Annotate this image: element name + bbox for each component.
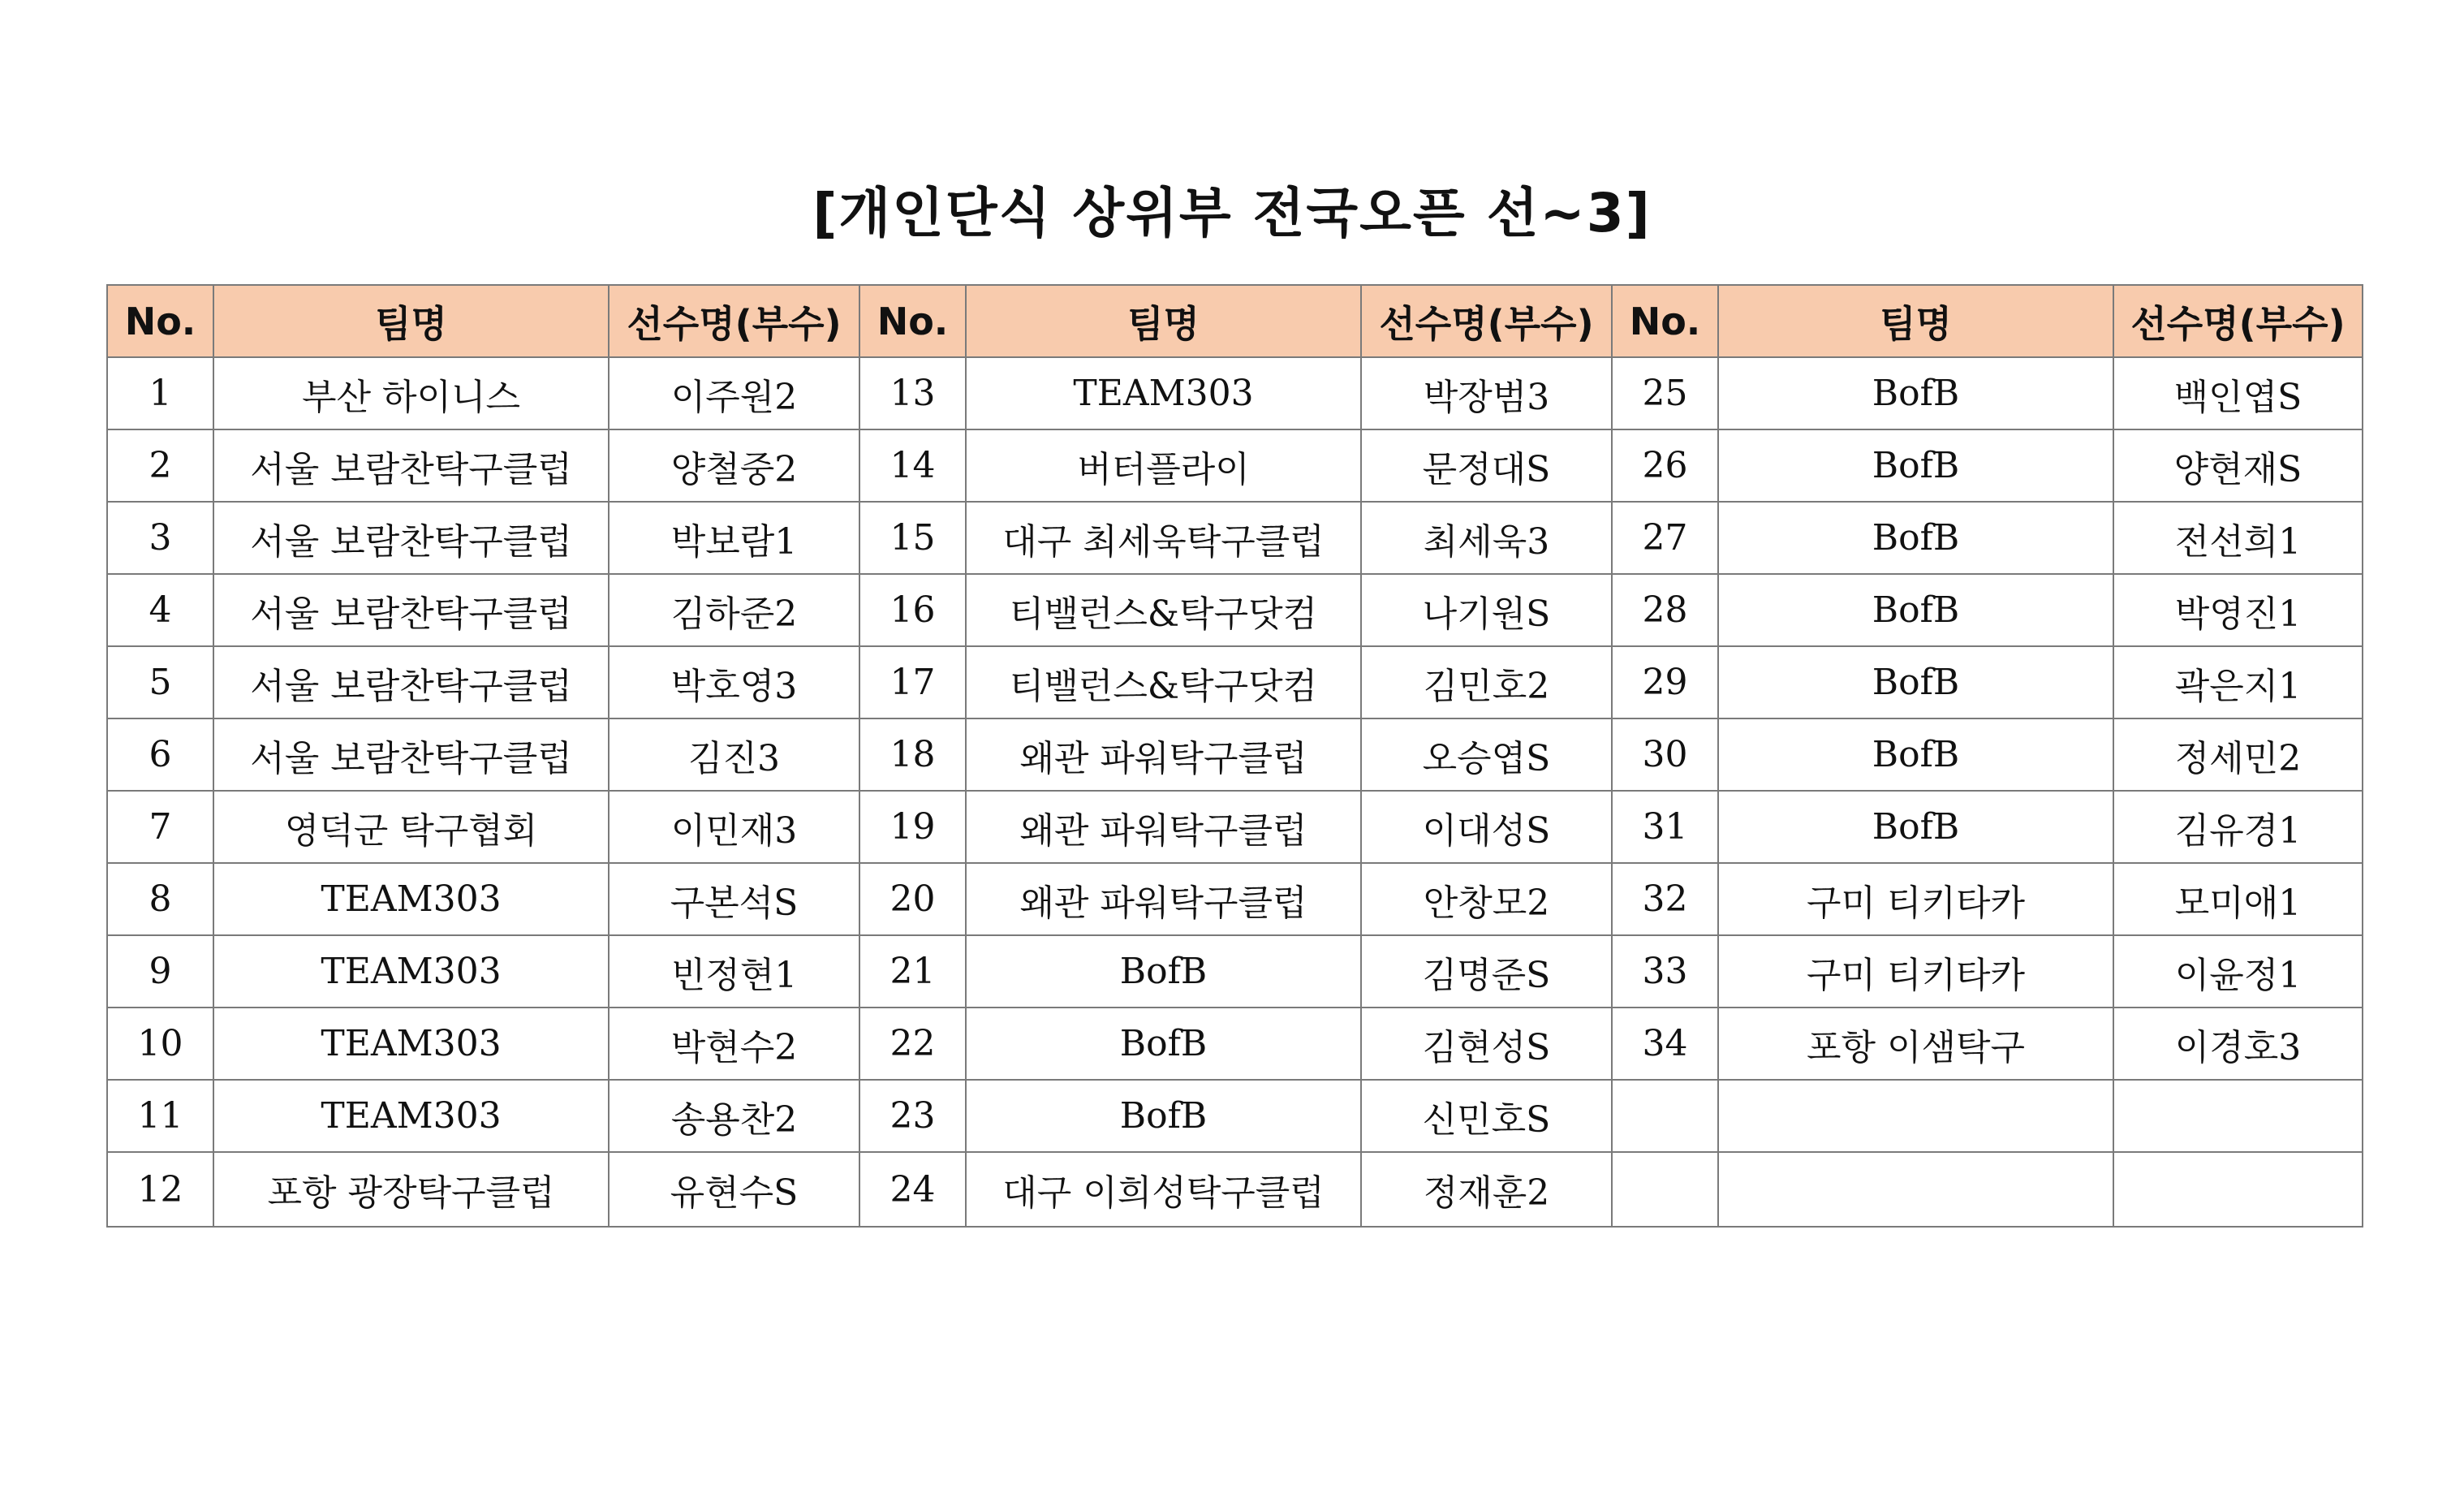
table-cell-no: 30: [1612, 718, 1718, 791]
table-cell-no: 23: [859, 1080, 966, 1152]
column-header-team-3: 팀명: [1718, 285, 2113, 357]
table-cell-team: 서울 보람찬탁구클럽: [213, 574, 609, 646]
table-cell-team: 왜관 파워탁구클럽: [966, 791, 1361, 863]
table-cell-player: 문정대S: [1361, 429, 1612, 502]
table-cell-team: BofB: [1718, 357, 2113, 429]
table-cell-team: 왜관 파워탁구클럽: [966, 863, 1361, 935]
table-cell-no: 22: [859, 1008, 966, 1080]
column-header-no-2: No.: [859, 285, 966, 357]
column-header-player-2: 선수명(부수): [1361, 285, 1612, 357]
table-cell-no: 6: [107, 718, 213, 791]
table-cell-player: 정세민2: [2113, 718, 2363, 791]
table-cell-player: [2113, 1152, 2363, 1227]
table-cell-no: 18: [859, 718, 966, 791]
table-cell-player: 백인엽S: [2113, 357, 2363, 429]
table-cell-no: [1612, 1152, 1718, 1227]
table-cell-no: 2: [107, 429, 213, 502]
table-cell-no: 24: [859, 1152, 966, 1227]
table-row: [107, 1152, 2363, 1227]
table-cell-team: TEAM303: [213, 1008, 609, 1080]
table-row: [107, 646, 2363, 718]
table-cell-no: 15: [859, 502, 966, 574]
column-header-team-2: 팀명: [966, 285, 1361, 357]
column-header-player-1: 선수명(부수): [609, 285, 859, 357]
table-body: [107, 357, 2363, 1227]
table-cell-no: 4: [107, 574, 213, 646]
table-cell-player: 신민호S: [1361, 1080, 1612, 1152]
table-cell-team: BofB: [1718, 429, 2113, 502]
table-cell-player: 김하준2: [609, 574, 859, 646]
table-cell-team: 티밸런스&탁구닷컴: [966, 646, 1361, 718]
table-cell-no: 32: [1612, 863, 1718, 935]
table-cell-no: 13: [859, 357, 966, 429]
table-cell-team: 티밸런스&탁구닷컴: [966, 574, 1361, 646]
table-cell-no: 25: [1612, 357, 1718, 429]
table-cell-player: 이민재3: [609, 791, 859, 863]
table-cell-player: [2113, 1080, 2363, 1152]
table-cell-team: BofB: [1718, 502, 2113, 574]
table-cell-team: 서울 보람찬탁구클럽: [213, 502, 609, 574]
table-cell-no: 12: [107, 1152, 213, 1227]
table-cell-player: 박영진1: [2113, 574, 2363, 646]
table-header-row: [107, 285, 2363, 357]
column-header-no-1: No.: [107, 285, 213, 357]
column-header-no-3: No.: [1612, 285, 1718, 357]
table-cell-no: 8: [107, 863, 213, 935]
table-cell-team: 서울 보람찬탁구클럽: [213, 646, 609, 718]
table-cell-player: 이주원2: [609, 357, 859, 429]
table-cell-team: 대구 이희성탁구클럽: [966, 1152, 1361, 1227]
table-row: [107, 574, 2363, 646]
table-cell-team: 부산 하이니스: [213, 357, 609, 429]
table-cell-team: BofB: [1718, 718, 2113, 791]
table-cell-team: TEAM303: [213, 1080, 609, 1152]
table-cell-player: 모미애1: [2113, 863, 2363, 935]
table-cell-team: 포항 이샘탁구: [1718, 1008, 2113, 1080]
table-cell-team: 왜관 파워탁구클럽: [966, 718, 1361, 791]
table-cell-no: 29: [1612, 646, 1718, 718]
table-cell-player: 김현성S: [1361, 1008, 1612, 1080]
table-cell-team: BofB: [966, 935, 1361, 1008]
table-cell-team: TEAM303: [966, 357, 1361, 429]
table-cell-player: 전선희1: [2113, 502, 2363, 574]
table-cell-no: 20: [859, 863, 966, 935]
table-row: [107, 1080, 2363, 1152]
table-cell-player: 양현재S: [2113, 429, 2363, 502]
table-cell-player: 박호영3: [609, 646, 859, 718]
table-cell-no: 33: [1612, 935, 1718, 1008]
table-cell-player: 박장범3: [1361, 357, 1612, 429]
table-cell-player: 이윤정1: [2113, 935, 2363, 1008]
page-title: [개인단식 상위부 전국오픈 선~3]: [812, 182, 1652, 244]
table-cell-no: 5: [107, 646, 213, 718]
table-cell-no: 26: [1612, 429, 1718, 502]
table-cell-team: BofB: [1718, 574, 2113, 646]
table-cell-team: TEAM303: [213, 863, 609, 935]
table-cell-no: 1: [107, 357, 213, 429]
table-cell-player: 박보람1: [609, 502, 859, 574]
table-cell-player: 김진3: [609, 718, 859, 791]
table-cell-no: 31: [1612, 791, 1718, 863]
table-cell-team: 포항 광장탁구클럽: [213, 1152, 609, 1227]
column-header-player-3: 선수명(부수): [2113, 285, 2363, 357]
table-cell-team: BofB: [1718, 646, 2113, 718]
table-cell-no: 10: [107, 1008, 213, 1080]
table-cell-no: 7: [107, 791, 213, 863]
table-cell-player: 유현수S: [609, 1152, 859, 1227]
table-cell-team: 구미 티키타카: [1718, 935, 2113, 1008]
table-cell-team: [1718, 1152, 2113, 1227]
table-cell-no: [1612, 1080, 1718, 1152]
table-cell-team: 버터플라이: [966, 429, 1361, 502]
table-cell-player: 박현수2: [609, 1008, 859, 1080]
table-row: [107, 863, 2363, 935]
table-row: [107, 1008, 2363, 1080]
table-cell-player: 양철중2: [609, 429, 859, 502]
table-cell-player: 구본석S: [609, 863, 859, 935]
table-cell-no: 14: [859, 429, 966, 502]
table-cell-no: 28: [1612, 574, 1718, 646]
table-cell-team: BofB: [966, 1008, 1361, 1080]
table-cell-no: 16: [859, 574, 966, 646]
table-cell-no: 21: [859, 935, 966, 1008]
table-cell-player: 김명준S: [1361, 935, 1612, 1008]
table-cell-team: 서울 보람찬탁구클럽: [213, 718, 609, 791]
table-cell-player: 빈정현1: [609, 935, 859, 1008]
table-cell-team: BofB: [966, 1080, 1361, 1152]
table-cell-no: 34: [1612, 1008, 1718, 1080]
table-cell-team: TEAM303: [213, 935, 609, 1008]
table-cell-no: 11: [107, 1080, 213, 1152]
table-cell-player: 안창모2: [1361, 863, 1612, 935]
table-cell-no: 9: [107, 935, 213, 1008]
table-cell-player: 나기원S: [1361, 574, 1612, 646]
column-header-team-1: 팀명: [213, 285, 609, 357]
table-cell-player: 곽은지1: [2113, 646, 2363, 718]
table-row: [107, 429, 2363, 502]
table-cell-player: 오승엽S: [1361, 718, 1612, 791]
table-cell-team: 구미 티키타카: [1718, 863, 2113, 935]
table-row: [107, 357, 2363, 429]
table-cell-no: 19: [859, 791, 966, 863]
table-cell-player: 이경호3: [2113, 1008, 2363, 1080]
table-cell-player: 이대성S: [1361, 791, 1612, 863]
table-cell-player: 최세욱3: [1361, 502, 1612, 574]
table-cell-no: 27: [1612, 502, 1718, 574]
table-cell-team: 대구 최세욱탁구클럽: [966, 502, 1361, 574]
table-cell-player: 김민호2: [1361, 646, 1612, 718]
table-cell-player: 김유경1: [2113, 791, 2363, 863]
table-cell-player: 송용찬2: [609, 1080, 859, 1152]
table-cell-no: 17: [859, 646, 966, 718]
table-row: [107, 718, 2363, 791]
table-cell-team: 서울 보람찬탁구클럽: [213, 429, 609, 502]
table-cell-team: 영덕군 탁구협회: [213, 791, 609, 863]
table-row: [107, 791, 2363, 863]
table-row: [107, 935, 2363, 1008]
table-cell-no: 3: [107, 502, 213, 574]
table-cell-player: 정재훈2: [1361, 1152, 1612, 1227]
table-cell-team: BofB: [1718, 791, 2113, 863]
table-row: [107, 502, 2363, 574]
player-roster-table: [106, 284, 2363, 1228]
table-cell-team: [1718, 1080, 2113, 1152]
